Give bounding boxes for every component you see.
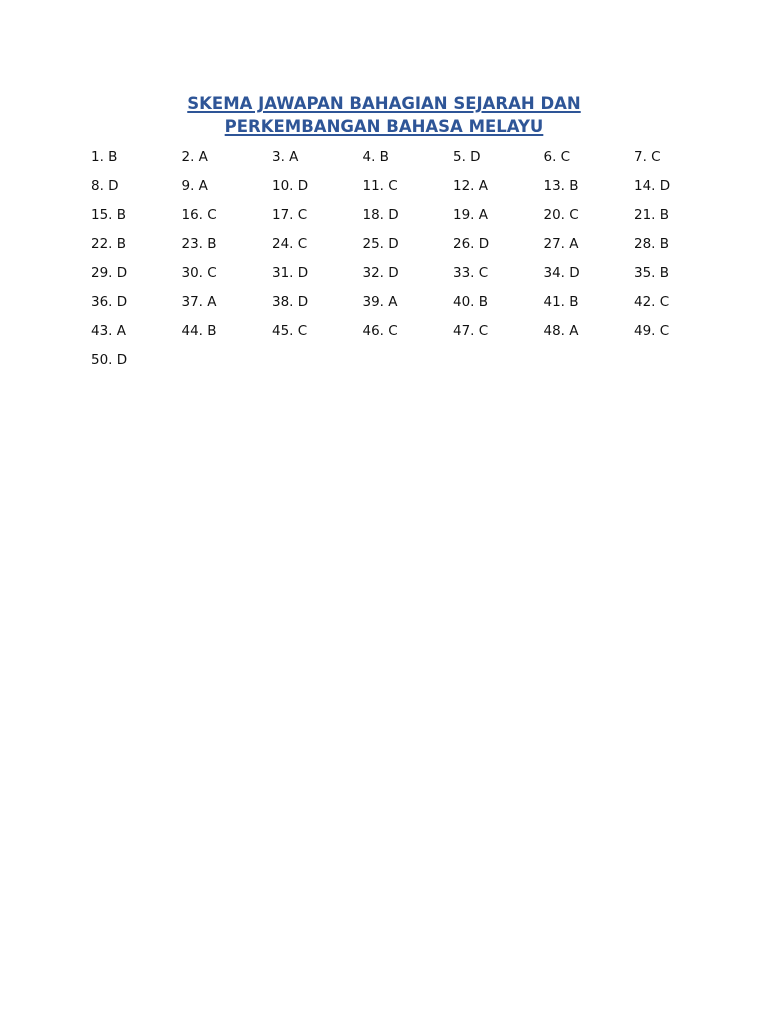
answer-item: 22. B [91, 236, 127, 252]
answer-item: 28. B [634, 236, 670, 252]
answer-item: 44. B [181, 323, 217, 339]
answer-item: 6. C [543, 149, 571, 165]
answer-item: 26. D [453, 236, 490, 252]
answer-item: 8. D [91, 178, 119, 194]
answer-item: 17. C [272, 207, 308, 223]
answer-grid [91, 146, 731, 378]
document-title [84, 92, 684, 138]
answer-item: 45. C [272, 323, 308, 339]
answer-item: 18. D [362, 207, 399, 223]
answer-item: 42. C [634, 294, 670, 310]
answer-item: 19. A [453, 207, 488, 223]
answer-item: 7. C [634, 149, 661, 165]
answer-item: 23. B [181, 236, 217, 252]
title-line-2-wrap [84, 115, 684, 138]
answer-item: 29. D [91, 265, 128, 281]
answer-item: 16. C [181, 207, 217, 223]
answer-item: 3. A [272, 149, 299, 165]
answer-item: 14. D [634, 178, 671, 194]
answer-item: 35. B [634, 265, 670, 281]
answer-item: 50. D [91, 352, 128, 368]
answer-item: 30. C [181, 265, 217, 281]
answer-item: 49. C [634, 323, 670, 339]
answer-item: 12. A [453, 178, 488, 194]
answer-item: 4. B [362, 149, 389, 165]
answer-item: 41. B [543, 294, 579, 310]
answer-item: 15. B [91, 207, 127, 223]
answer-item: 5. D [453, 149, 481, 165]
answer-item: 34. D [543, 265, 580, 281]
answer-item: 13. B [543, 178, 579, 194]
title-line-1: SKEMA JAWAPAN BAHAGIAN SEJARAH DAN [187, 94, 581, 113]
title-line-2: PERKEMBANGAN BAHASA MELAYU [224, 117, 544, 136]
answer-item: 47. C [453, 323, 489, 339]
answer-item: 25. D [362, 236, 399, 252]
answer-item: 24. C [272, 236, 308, 252]
answer-item: 36. D [91, 294, 128, 310]
title-line-1-wrap [84, 92, 684, 115]
answer-item: 37. A [181, 294, 217, 310]
answer-item: 21. B [634, 207, 670, 223]
answer-item: 32. D [362, 265, 399, 281]
answer-item: 27. A [543, 236, 579, 252]
answer-item: 43. A [91, 323, 126, 339]
answer-item: 33. C [453, 265, 489, 281]
answer-item: 40. B [453, 294, 489, 310]
answer-item: 11. C [362, 178, 398, 194]
answer-item: 46. C [362, 323, 398, 339]
answer-item: 31. D [272, 265, 309, 281]
answer-item: 20. C [543, 207, 579, 223]
answer-item: 38. D [272, 294, 309, 310]
answer-item: 1. B [91, 149, 118, 165]
answer-item: 9. A [181, 178, 208, 194]
answer-item: 2. A [181, 149, 208, 165]
answer-item: 48. A [543, 323, 579, 339]
answer-item: 39. A [362, 294, 398, 310]
answer-item: 10. D [272, 178, 309, 194]
